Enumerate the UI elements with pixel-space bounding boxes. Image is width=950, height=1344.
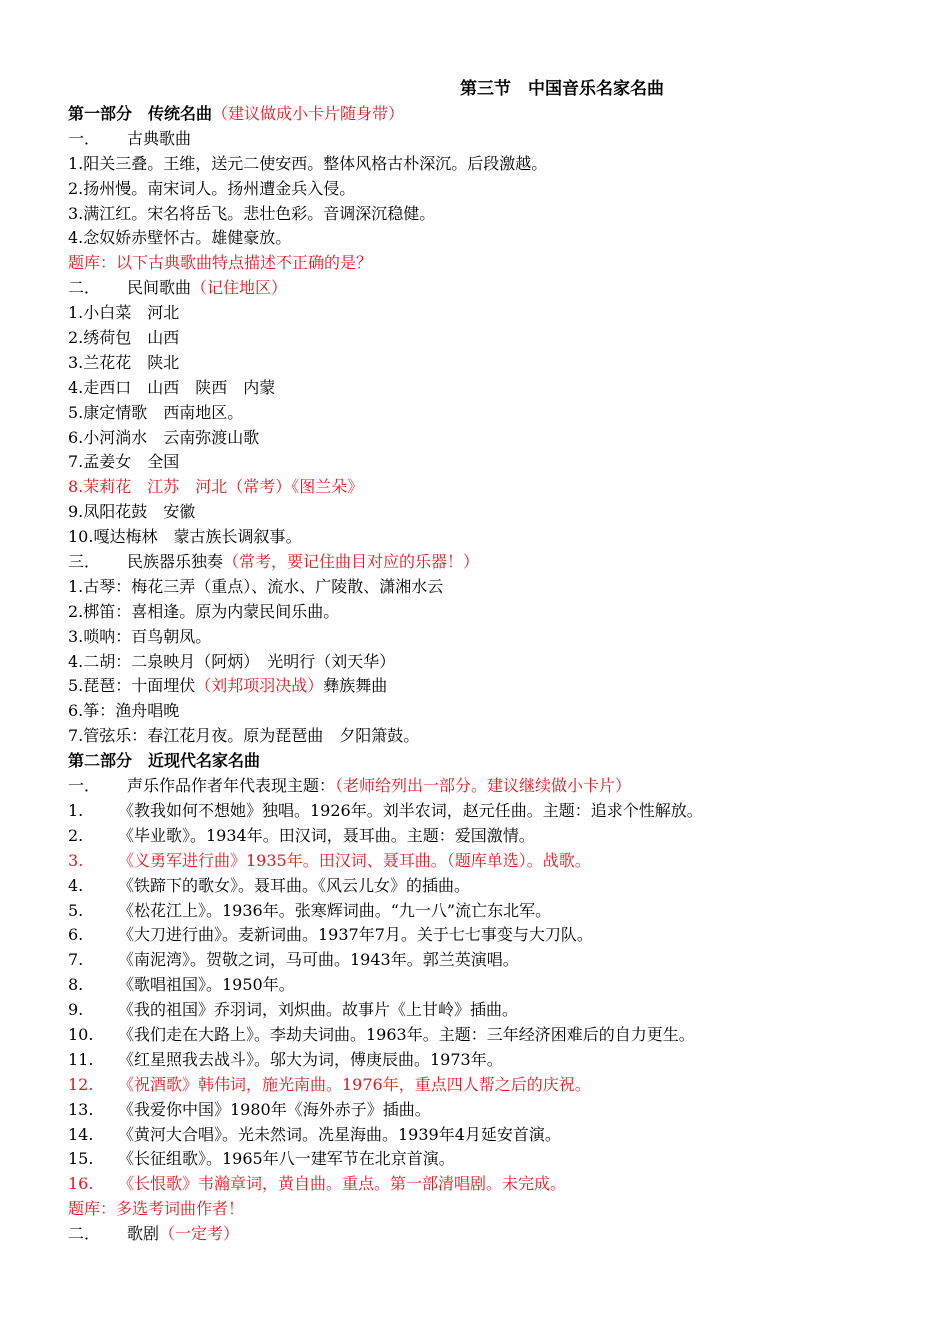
- sec-note: （一定考）: [159, 1224, 240, 1244]
- sec-number: 一．: [68, 776, 101, 796]
- table-row: [68, 973, 928, 998]
- part1-sec1-heading: [68, 127, 928, 152]
- tiku-note: 题库：以下古典歌曲特点描述不正确的是？: [68, 253, 373, 273]
- tiku-note: 题库：多选考词曲作者！: [68, 1199, 245, 1219]
- song-text: 《教我如何不想她》独唱。1926年。刘半农词，赵元任曲。主题：追求个性解放。: [118, 800, 703, 820]
- table-row: [68, 1048, 928, 1073]
- list-item: 5.康定情歌 西南地区。: [68, 402, 244, 422]
- item-text: 5.琵琶：十面埋伏: [68, 676, 196, 696]
- song-text: 《义勇军进行曲》1935年。田汉词、聂耳曲。（题库单选）。战歌。: [118, 850, 591, 870]
- song-text: 《歌唱祖国》。1950年。: [118, 975, 295, 995]
- table-row: [68, 1123, 928, 1148]
- song-number: 11.: [68, 1049, 94, 1069]
- part2-sec2-heading: [68, 1222, 928, 1247]
- song-number: 8.: [68, 975, 84, 995]
- sec-label: 声乐作品作者年代表现主题：: [127, 776, 336, 796]
- sec-note: （常考，要记住曲目对应的乐器！）: [223, 552, 480, 572]
- song-text: 《我爱你中国》1980年《海外赤子》插曲。: [118, 1099, 431, 1119]
- song-number: 13.: [68, 1099, 94, 1119]
- song-number: 15.: [68, 1149, 94, 1169]
- table-row: [68, 899, 928, 924]
- song-number: 2.: [68, 825, 84, 845]
- song-text: 《长恨歌》韦瀚章词，黄自曲。重点。第一部清唱剧。未完成。: [118, 1174, 567, 1194]
- song-text: 《我们走在大路上》。李劫夫词曲。1963年。主题：三年经济困难后的自力更生。: [118, 1024, 695, 1044]
- item-text: 彝族舞曲: [323, 676, 388, 696]
- song-text: 《长征组歌》。1965年八一建军节在北京首演。: [118, 1149, 455, 1169]
- list-item: 2.扬州慢。南宋词人。扬州遭金兵入侵。: [68, 178, 356, 198]
- list-item: 3.唢呐：百鸟朝凤。: [68, 626, 212, 646]
- table-row: [68, 824, 928, 849]
- sec-note: （记住地区）: [191, 278, 288, 298]
- table-row: [68, 1147, 928, 1172]
- song-text: 《南泥湾》。贺敬之词，马可曲。1943年。郭兰英演唱。: [118, 950, 519, 970]
- part1-note: （建议做成小卡片随身带）: [212, 104, 405, 123]
- list-item: 6.小河淌水 云南弥渡山歌: [68, 427, 260, 447]
- song-number: 12.: [68, 1074, 94, 1094]
- sec-label: 民间歌曲: [127, 278, 192, 298]
- part1-heading: 第一部分 传统名曲: [68, 104, 213, 123]
- song-number: 10.: [68, 1024, 94, 1044]
- table-row: [68, 1172, 928, 1197]
- document-page: [68, 77, 928, 1247]
- list-item: 10.嘎达梅林 蒙古族长调叙事。: [68, 527, 302, 547]
- sec-note: （老师给列出一部分。建议继续做小卡片）: [335, 776, 632, 796]
- list-item: 6.筝：渔舟唱晚: [68, 701, 180, 721]
- table-row: [68, 1073, 928, 1098]
- list-item: 7.孟姜女 全国: [68, 452, 180, 472]
- sec-number: 三．: [68, 552, 101, 572]
- song-text: 《祝酒歌》韩伟词，施光南曲。1976年，重点四人帮之后的庆祝。: [118, 1074, 591, 1094]
- part1-sec3-heading: [68, 550, 928, 575]
- list-item: 4.二胡：二泉映月（阿炳） 光明行（刘天华）: [68, 651, 396, 671]
- part1-sec2-heading: [68, 276, 928, 301]
- song-text: 《红星照我去战斗》。邬大为词，傅庚辰曲。1973年。: [118, 1049, 503, 1069]
- list-item: 1.小白菜 河北: [68, 303, 180, 323]
- song-number: 5.: [68, 900, 84, 920]
- song-text: 《大刀进行曲》。麦新词曲。1937年7月。关于七七事变与大刀队。: [118, 925, 593, 945]
- sec-label: 歌剧: [127, 1224, 160, 1244]
- table-row: [68, 923, 928, 948]
- item-highlight: （刘邦项羽决战）: [195, 676, 324, 696]
- song-number: 1.: [68, 800, 84, 820]
- song-text: 《黄河大合唱》。光未然词。冼星海曲。1939年4月延安首演。: [118, 1124, 561, 1144]
- list-item: 2.绣荷包 山西: [68, 328, 180, 348]
- list-item: [68, 674, 928, 699]
- table-row: [68, 998, 928, 1023]
- table-row: [68, 799, 928, 824]
- song-number: 9.: [68, 1000, 84, 1020]
- list-item-highlight: 8.茉莉花 江苏 河北（常考）《图兰朵》: [68, 477, 364, 497]
- song-text: 《毕业歌》。1934年。田汉词，聂耳曲。主题：爱国激情。: [118, 825, 535, 845]
- table-row: [68, 849, 928, 874]
- sec-number: 二．: [68, 1224, 101, 1244]
- song-number: 14.: [68, 1124, 94, 1144]
- list-item: 1.古琴：梅花三弄（重点）、流水、广陵散、潇湘水云: [68, 576, 444, 596]
- list-item: 1.阳关三叠。王维，送元二使安西。整体风格古朴深沉。后段激越。: [68, 153, 548, 173]
- song-number: 6.: [68, 925, 84, 945]
- page-title: 第三节 中国音乐名家名曲: [460, 79, 664, 99]
- table-row: [68, 1023, 928, 1048]
- song-number: 3.: [68, 850, 84, 870]
- table-row: [68, 874, 928, 899]
- song-list: [68, 799, 928, 1197]
- part2-heading: 第二部分 近现代名家名曲: [68, 751, 261, 771]
- list-item: 3.满江红。宋名将岳飞。悲壮色彩。音调深沉稳健。: [68, 203, 436, 223]
- song-number: 16.: [68, 1174, 94, 1194]
- song-text: 《松花江上》。1936年。张寒辉词曲。“九一八”流亡东北军。: [118, 900, 552, 920]
- song-number: 4.: [68, 875, 84, 895]
- part2-sec1-heading: [68, 774, 928, 799]
- sec-label: 古典歌曲: [127, 128, 192, 148]
- list-item: 2.梆笛：喜相逢。原为内蒙民间乐曲。: [68, 601, 340, 621]
- table-row: [68, 1098, 928, 1123]
- list-item: 7.管弦乐：春江花月夜。原为琵琶曲 夕阳箫鼓。: [68, 726, 420, 746]
- sec-number: 二．: [68, 278, 101, 298]
- list-item: 3.兰花花 陕北: [68, 352, 180, 372]
- sec-number: 一．: [68, 128, 101, 148]
- song-number: 7.: [68, 950, 84, 970]
- table-row: [68, 948, 928, 973]
- sec-label: 民族器乐独奏: [127, 552, 224, 572]
- list-item: 4.走西口 山西 陕西 内蒙: [68, 377, 276, 397]
- list-item: 4.念奴娇赤壁怀古。雄健豪放。: [68, 228, 292, 248]
- song-text: 《我的祖国》乔羽词，刘炽曲。故事片《上甘岭》插曲。: [118, 1000, 519, 1020]
- list-item: 9.凤阳花鼓 安徽: [68, 502, 196, 522]
- part1-heading-line: [68, 102, 928, 127]
- song-text: 《铁蹄下的歌女》。聂耳曲。《风云儿女》的插曲。: [118, 875, 471, 895]
